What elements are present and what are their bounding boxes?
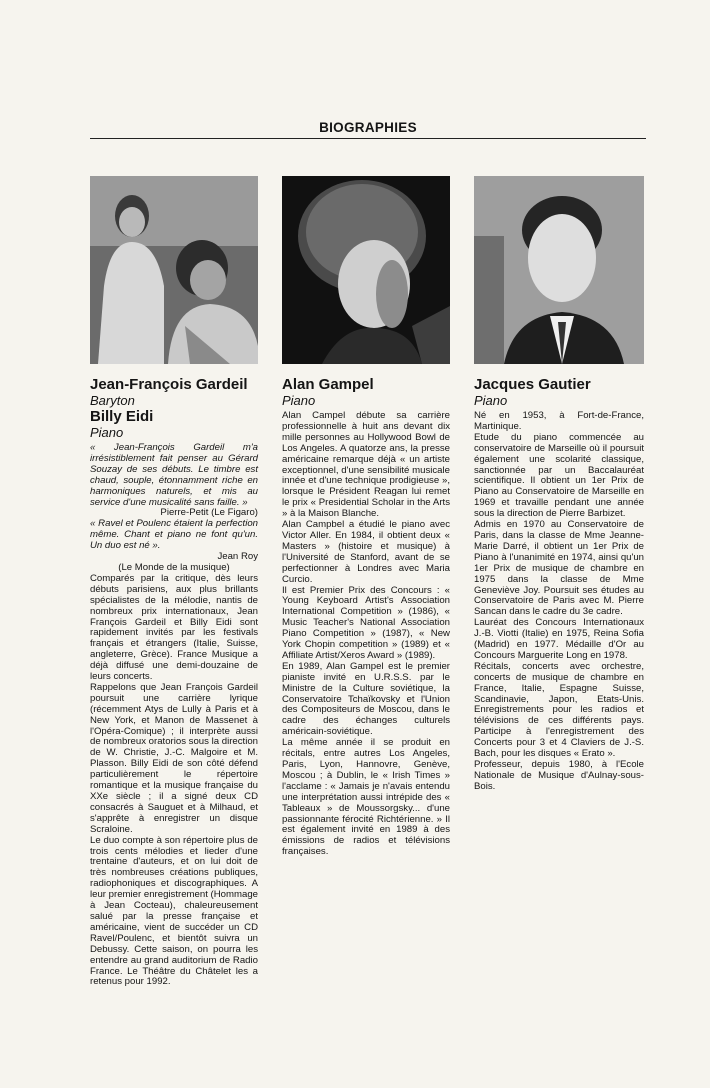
artist-name: Jacques Gautier	[474, 376, 591, 393]
artist-name: Alan Gampel	[282, 376, 374, 393]
bio-paragraph: Il est Premier Prix des Concours : « Young Keyboard Artist's Association International Competition » (1986), « Music Teacher's National Association Piano Competition » (1987), « New York Chopin competition » (1989) et « Affiliate Artist/Xeros Award » (1989).	[282, 584, 450, 661]
artist-name-second: Billy Eidi	[90, 408, 154, 425]
bio-paragraph: Alan Campel débute sa carrière professionnelle à huit ans devant dix mille personnes au Hollywood Bowl de Los Angeles. A quatorze ans, la presse américaine remarque déjà « un artiste exceptionnel, d'une sensibilité musicale innée et d'une technique prodigieuse », lorsque le Président Reagan lui remet le prix « Presidential Scholar in the Arts » à la Maison Blanche.	[282, 410, 450, 520]
artist-photo-gampel	[282, 176, 450, 364]
artist-photo-gautier	[474, 176, 644, 364]
artist-column-gautier	[474, 176, 644, 793]
bio-paragraph: Comparés par la critique, dès leurs débuts parisiens, aux plus brillants spécialistes de la mélodie, nantis de nombreux prix internationaux, Jean François Gardeil et Billy Eidi sont rapidement invités par les festivals français et étrangers (Italie, Suisse, angleterre, Grèce). France Musique a déjà diffusé une demi-douzaine de leurs concerts.	[90, 572, 258, 683]
artist-column-gampel	[282, 176, 450, 858]
press-quote: « Jean-François Gardeil m'a irrésistiblement fait penser au Gérard Souzay de ses débuts. Le timbre est chaud, souple, étonnamment riche en harmoniques naturels, et mis au service d'une musicalité sans faille. »	[90, 442, 258, 508]
bio-paragraph: Lauréat des Concours Internationaux J.-B. Viotti (Italie) en 1975, Reina Sofia (Madrid) en 1977. Médaille d'Or au Concours Marguerite Long en 1978.	[474, 617, 644, 661]
quote-source: Pierre-Petit (Le Figaro)	[160, 507, 258, 519]
press-quote: « Ravel et Poulenc étaient la perfection même. Chant et piano ne font qu'un. Un duo est né ».	[90, 518, 258, 552]
artist-column-gardeil-eidi	[90, 176, 258, 988]
artist-instrument-second: Piano	[90, 425, 124, 440]
header-rule	[90, 138, 646, 139]
artist-photo-gardeil-eidi	[90, 176, 258, 364]
bio-paragraph: Né en 1953, à Fort-de-France, Martinique.	[474, 410, 644, 432]
quote-source: Jean Roy	[217, 551, 258, 563]
bio-paragraph: Récitals, concerts avec orchestre, concerts de musique de chambre en France, Italie, Espagne Suisse, Scandinavie, Japon, Etats-Unis. Enregistrements pour les radios et télévisions de ces différents pays. Participe à l'enregistrement des Concerts pour 3 et 4 Claviers de J.-S. Bach, pour les disques « Erato ».	[474, 660, 644, 760]
bio-paragraph: Etude du piano commencée au conservatoire de Marseille où il poursuit également une scolarité classique, sanctionnée par un Baccalauréat scientifique. Il obtient un 1er Prix de Piano au Conservatoire de Marseille en 1969 et travaille pendant une année sous la direction de Pierre Barbizet.	[474, 431, 644, 520]
bio-paragraph: En 1989, Alan Gampel est le premier pianiste invité en U.R.S.S. par le Ministre de la Culture soviétique, la Conservatoire Tchaïkovsky et l'Union des Compositeurs de Moscou, dans le cadre des échanges culturels américain-soviétique.	[282, 660, 450, 738]
bio-paragraph: Admis en 1970 au Conservatoire de Paris, dans la classe de Mme Jeanne-Marie Darré, il obtient un 1er Prix de Piano à l'unanimité en 1974, ainsi qu'un 1er Prix de musique de chambre en 1975 dans la classe de Mme Geneviève Joy. Poursuit ses études au Conservatoire de Paris avec M. Pierre Sancan dans le cadre du 3e cadre.	[474, 519, 644, 618]
bio-paragraph: La même année il se produit en récitals, entre autres Los Angeles, Paris, Lyon, Hannovre, Genève, Moscou ; à Dublin, le « Irish Times » l'acclame : « Jamais je n'avais entendu une interprétation aussi intrépide des « Tableaux » de Moussorgsky... d'une passionnante férocité Richtérienne. » Il est également invité en 1989 à des émissions de radios et télévisions françaises.	[282, 737, 450, 858]
artist-instrument: Baryton	[90, 393, 135, 408]
bio-paragraph: Alan Campbel a étudié le piano avec Victor Aller. En 1984, il obtient deux « Masters » (histoire et musique) à l'Université de Stanford, avant de se perfectionner à Londres avec Maria Curcio.	[282, 519, 450, 585]
bio-paragraph: Rappelons que Jean François Gardeil poursuit une carrière lyrique (récemment Atys de Lully à Paris et à New York, et Manon de Massenet à l'Opéra-Comique) ; il interprète aussi de nombreux oratorios sous la direction de W. Christie, J.-C. Malgoire et M. Plasson. Billy Eidi de son côté défend particulièrement le répertoire romantique et la musique française du XXe siècle ; il a signé deux CD consacrés à Sauguet et à Milhaud, et s'apprête à enregistrer un disque Scraloine.	[90, 681, 258, 835]
quote-source: (Le Monde de la musique)	[118, 561, 230, 573]
bio-paragraph: Le duo compte à son répertoire plus de trois cents mélodies et lieder d'une trentaine d'auteurs, et on lui doit de très nombreuses créations publiques, radiophoniques et discographiques. A leur premier enregistrement (Hommage à Jean Cocteau), chaleureusement salué par la presse française et américaine, vient de succéder un CD Ravel/Poulenc, et bientôt suivra un Debussy. Cette saison, on pourra les entendre au grand auditorium de Radio France. Le Théâtre du Châtelet les a retenus pour 1992.	[90, 834, 258, 988]
bio-paragraph: Professeur, depuis 1980, à l'Ecole Nationale de Musique d'Aulnay-sous-Bois.	[474, 759, 644, 792]
page-title: BIOGRAPHIES	[319, 120, 417, 135]
artist-bio	[282, 411, 450, 858]
artist-instrument: Piano	[474, 393, 508, 408]
artist-instrument: Piano	[282, 393, 316, 408]
artist-bio	[90, 443, 258, 988]
artist-bio	[474, 411, 644, 793]
artist-name: Jean-François Gardeil	[90, 376, 248, 393]
